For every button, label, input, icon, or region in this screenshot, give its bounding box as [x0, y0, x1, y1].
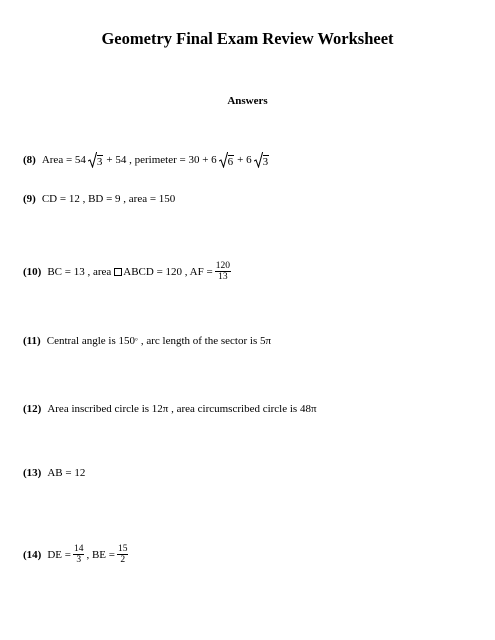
answer-text: ABCD = 120 , AF = — [123, 265, 213, 278]
question-number: (11) — [23, 335, 41, 347]
degree-symbol: ° — [135, 337, 138, 345]
answer-10 — [23, 261, 233, 282]
sqrt-symbol — [88, 152, 104, 168]
answer-8 — [23, 152, 269, 168]
radicand: 6 — [227, 156, 234, 168]
page-title: Geometry Final Exam Review Worksheet — [101, 29, 394, 48]
parallelogram-symbol-icon — [114, 268, 122, 276]
answer-text: Central angle is 150 — [46, 335, 136, 347]
answer-text: Area = 54 — [41, 154, 86, 166]
question-number: (14) — [23, 548, 42, 561]
radicand: 3 — [96, 156, 103, 168]
answer-text: + 54 , perimeter = 30 + 6 — [106, 154, 217, 166]
answer-text: + 6 — [237, 154, 252, 166]
answer-13 — [23, 467, 85, 479]
question-number: (9) — [23, 193, 36, 205]
question-number: (13) — [23, 467, 42, 479]
numerator: 15 — [117, 544, 128, 554]
answer-14 — [23, 544, 130, 565]
answer-text: , BE = — [86, 548, 115, 561]
answers-heading: Answers — [227, 95, 268, 107]
answer-text: AB = 12 — [47, 467, 86, 479]
answer-text: CD = 12 , BD = 9 , area = 150 — [41, 193, 176, 205]
answer-11 — [23, 335, 271, 347]
answer-text: DE = — [47, 548, 71, 561]
sqrt-symbol — [219, 152, 235, 168]
sqrt-symbol — [254, 152, 270, 168]
denominator: 2 — [120, 555, 126, 565]
fraction — [215, 261, 231, 282]
answer-12 — [23, 403, 317, 415]
answer-text: BC = 13 , area — [47, 265, 112, 278]
question-number: (12) — [23, 403, 42, 415]
numerator: 14 — [73, 544, 84, 554]
answer-9 — [23, 193, 175, 205]
fraction — [117, 544, 129, 565]
numerator: 120 — [215, 261, 230, 271]
denominator: 3 — [76, 555, 82, 565]
question-number: (10) — [23, 265, 42, 278]
radicand: 3 — [262, 156, 269, 168]
denominator: 13 — [218, 272, 228, 282]
answer-text: Area inscribed circle is 12π , area circumscribed circle is 48π — [47, 403, 317, 415]
fraction — [73, 544, 85, 565]
answer-text: , arc length of the sector is 5π — [140, 335, 272, 347]
question-number: (8) — [23, 154, 36, 166]
